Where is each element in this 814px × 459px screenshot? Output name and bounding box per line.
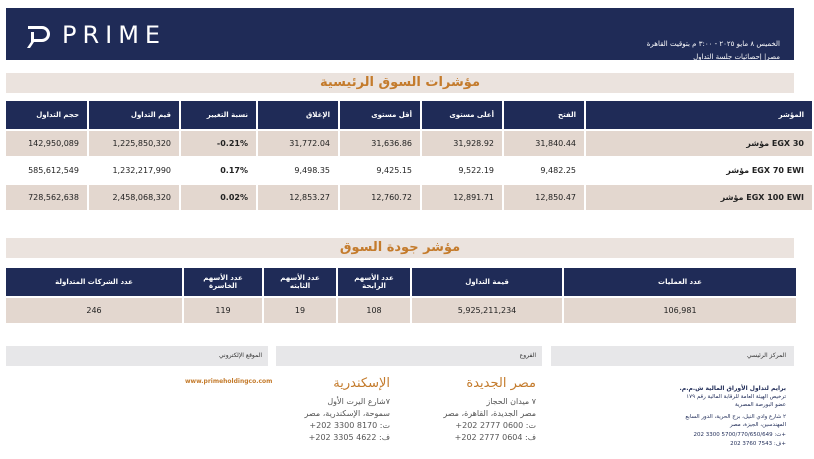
- index-volume: 728,562,638: [6, 185, 87, 210]
- unchanged-value: 19: [264, 298, 336, 323]
- hq-line: ف: 7543 3760 202+: [730, 441, 786, 447]
- table-row: [6, 185, 812, 210]
- index-close: 9,498.35: [258, 158, 338, 183]
- prime-logo-icon: [24, 22, 52, 50]
- header-bar: [6, 8, 794, 60]
- index-high: 9,522.19: [422, 158, 502, 183]
- index-name: مؤشر EGX 100 EWI: [586, 185, 812, 210]
- indices-title: مؤشرات السوق الرئيسية: [319, 75, 480, 90]
- table-row: [6, 298, 796, 323]
- col-trade-value: قيمة التداول: [412, 268, 562, 296]
- companies-value: 246: [6, 298, 182, 323]
- branches-label-bar: [276, 346, 542, 366]
- index-open: 31,840.44: [504, 131, 584, 156]
- branch-alex-line: ف: 4622 3305 202+: [308, 433, 390, 442]
- table-row: [6, 158, 812, 183]
- index-change: 0.17%: [181, 158, 256, 183]
- branch-alex-line: سموحة، الإسكندرية، مصر: [304, 409, 390, 418]
- index-volume: 142,950,089: [6, 131, 87, 156]
- index-high: 31,928.92: [422, 131, 502, 156]
- quality-title: مؤشر جودة السوق: [339, 240, 461, 255]
- hq-label: المركز الرئيسي: [747, 352, 786, 359]
- hq-line: عضو البورصة المصرية: [734, 402, 786, 408]
- index-name: مؤشر EGX 70 EWI: [586, 158, 812, 183]
- branch-cairo-line: ٧ ميدان الحجاز: [486, 397, 536, 406]
- col-gainers: عدد الأسهم الرابحة: [338, 268, 410, 296]
- hq-line: المهندسين، الجيزة، مصر: [729, 422, 786, 428]
- index-volume: 585,612,549: [6, 158, 87, 183]
- branch-alex-line: ٧شارع اليرت الأول: [327, 397, 390, 406]
- index-change: -0.21%: [181, 131, 256, 156]
- index-value: 2,458,068,320: [89, 185, 179, 210]
- col-losers: عدد الأسهم الخاسرة: [184, 268, 262, 296]
- indices-table: [4, 99, 814, 212]
- branch-alex-title: الإسكندرية: [333, 376, 390, 391]
- quality-title-band: [6, 238, 794, 258]
- website-label: الموقع الإلكتروني: [219, 352, 262, 359]
- index-open: 9,482.25: [504, 158, 584, 183]
- col-low: أقل مستوى: [340, 101, 420, 129]
- col-close: الإغلاق: [258, 101, 338, 129]
- losers-value: 119: [184, 298, 262, 323]
- website-link[interactable]: www.primeholdingco.com: [185, 378, 273, 385]
- index-low: 9,425.15: [340, 158, 420, 183]
- col-trades: عدد العمليات: [564, 268, 796, 296]
- index-name: مؤشر EGX 30: [586, 131, 812, 156]
- index-close: 12,853.27: [258, 185, 338, 210]
- branch-cairo-line: ف: 0604 2777 202+: [454, 433, 536, 442]
- index-close: 31,772.04: [258, 131, 338, 156]
- index-low: 12,760.72: [340, 185, 420, 210]
- indices-title-band: [6, 73, 794, 93]
- gainers-value: 108: [338, 298, 410, 323]
- col-index: المؤشر: [586, 101, 812, 129]
- branch-cairo-title: مصر الجديدة: [466, 376, 536, 391]
- col-open: الفتح: [504, 101, 584, 129]
- table-row: [6, 131, 812, 156]
- index-change: 0.02%: [181, 185, 256, 210]
- brand-name: PRIME: [62, 21, 167, 49]
- hq-line: برايم لتداول الأوراق المالية ش.م.م.: [679, 385, 786, 392]
- trade-value: 5,925,211,234: [412, 298, 562, 323]
- branch-cairo-line: ت: 0600 2777 202+: [455, 421, 536, 430]
- col-volume: حجم التداول: [6, 101, 87, 129]
- hq-line: ترخيص الهيئة العامة للرقابة المالية رقم ١٧٩: [686, 394, 786, 400]
- col-unchanged: عدد الأسهم الثابته: [264, 268, 336, 296]
- quality-header-row: [6, 268, 796, 296]
- branches-label: الفروع: [519, 352, 536, 359]
- index-value: 1,232,217,990: [89, 158, 179, 183]
- col-high: أعلى مستوى: [422, 101, 502, 129]
- index-low: 31,636.86: [340, 131, 420, 156]
- header-subtitle: مصر| إحصائيات جلسة التداول: [693, 53, 780, 61]
- index-high: 12,891.71: [422, 185, 502, 210]
- indices-header-row: [6, 101, 812, 129]
- branch-alex-line: ت: 8170 3300 202+: [309, 421, 390, 430]
- date-line: الخميس ٨ مايو ٢٠٢٥ - ٣:٠٠ م بتوقيت القاهرة: [646, 40, 780, 48]
- col-change: نسبة التغيير: [181, 101, 256, 129]
- trades-value: 106,981: [564, 298, 796, 323]
- col-value: قيم التداول: [89, 101, 179, 129]
- col-companies: عدد الشركات المتداولة: [6, 268, 182, 296]
- branch-cairo-line: مصر الجديدة، القاهرة، مصر: [443, 409, 536, 418]
- quality-table: [4, 266, 798, 325]
- index-value: 1,225,850,320: [89, 131, 179, 156]
- index-open: 12,850.47: [504, 185, 584, 210]
- hq-line: ٢ شارع وادي النيل، برج الحرية، الدور السابع: [685, 414, 786, 420]
- hq-line: ت: 5700/770/650/649 3300 202+: [693, 432, 786, 438]
